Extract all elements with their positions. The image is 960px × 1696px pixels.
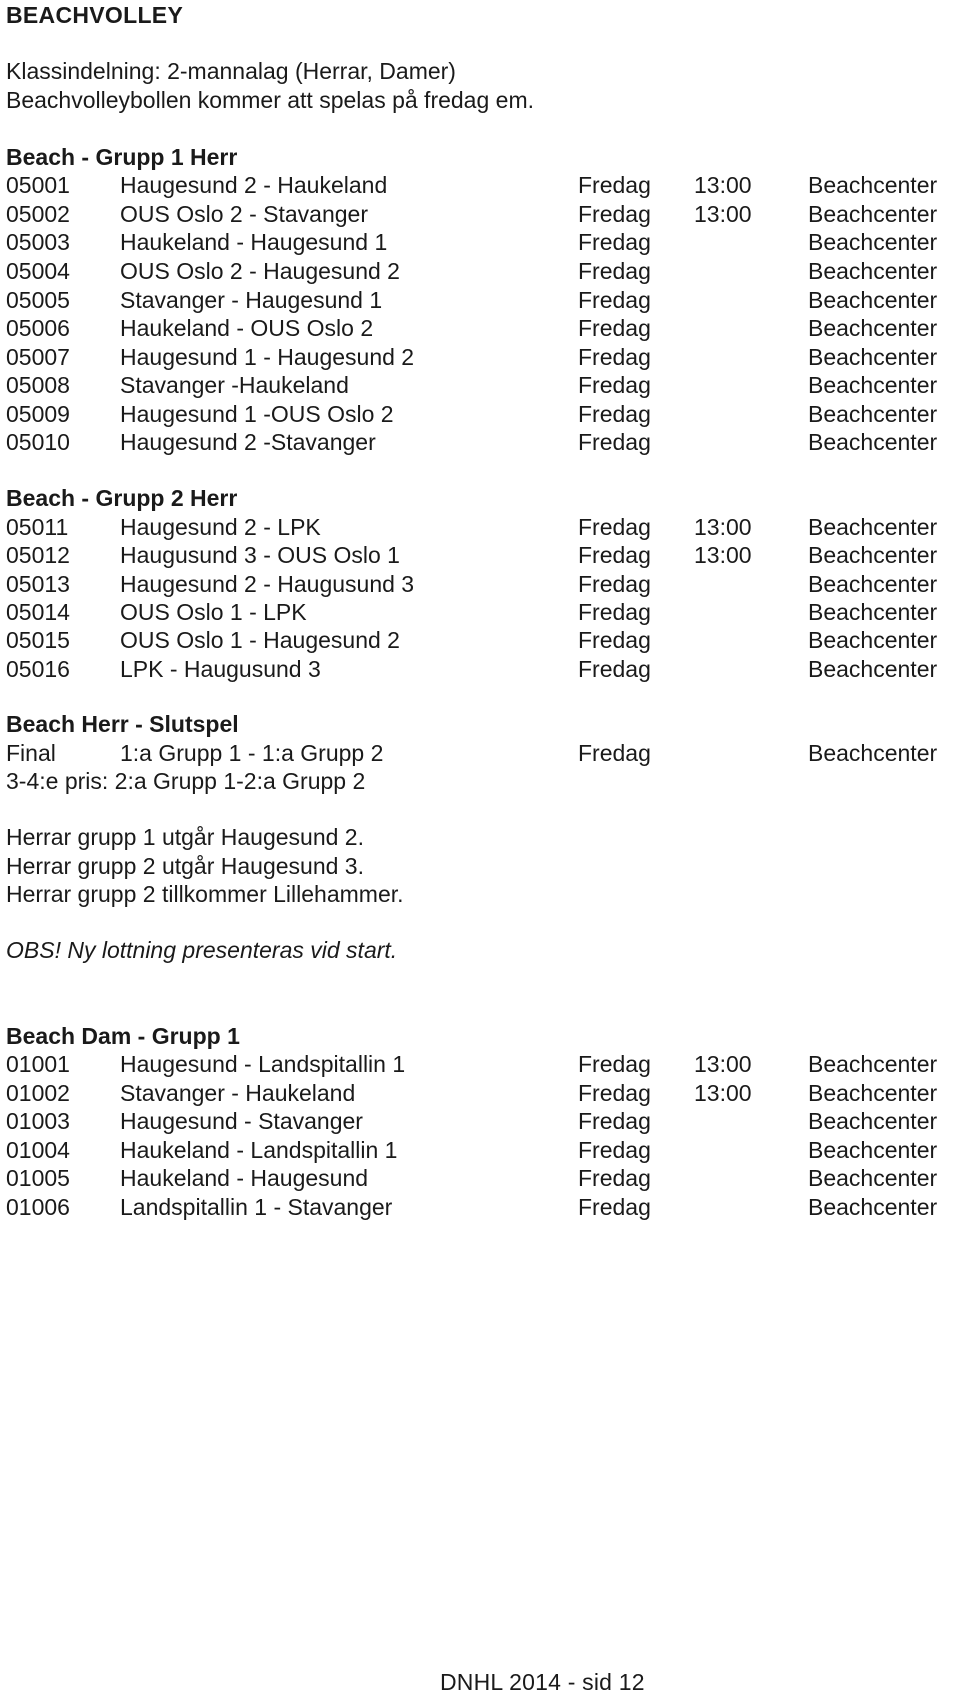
match-venue: Beachcenter — [808, 315, 938, 341]
match-code: 05014 — [6, 599, 70, 625]
page-footer: DNHL 2014 - sid 12 — [440, 1669, 645, 1695]
match-teams: Haugesund 2 -Stavanger — [120, 429, 376, 455]
match-day: Fredag — [578, 1080, 651, 1106]
match-venue: Beachcenter — [808, 1165, 938, 1191]
match-day: Fredag — [578, 372, 651, 398]
table-row — [6, 342, 954, 372]
match-day: Fredag — [578, 599, 651, 625]
match-venue: Beachcenter — [808, 1194, 938, 1220]
match-venue: Beachcenter — [808, 1137, 938, 1163]
match-day: Fredag — [578, 656, 651, 682]
note-line: Herrar grupp 2 tillkommer Lillehammer. — [6, 881, 404, 907]
match-teams: Haugesund 2 - Haugusund 3 — [120, 571, 415, 597]
match-venue: Beachcenter — [808, 229, 938, 255]
match-teams: Haugesund 1 - Haugesund 2 — [120, 344, 415, 370]
table-row — [6, 199, 954, 229]
match-day: Fredag — [578, 1137, 651, 1163]
match-code: 01001 — [6, 1051, 70, 1077]
page-title: BEACHVOLLEY — [6, 2, 184, 28]
match-teams: Stavanger - Haukeland — [120, 1080, 356, 1106]
match-code: 01003 — [6, 1108, 70, 1134]
table-row — [6, 1135, 954, 1165]
note-line: Herrar grupp 2 utgår Haugesund 3. — [6, 853, 364, 879]
match-venue: Beachcenter — [808, 1108, 938, 1134]
match-teams: Haukeland - Haugesund — [120, 1165, 369, 1191]
match-code: 05016 — [6, 656, 70, 682]
table-row — [6, 313, 954, 343]
table-row — [6, 654, 954, 684]
match-teams: Haugesund - Landspitallin 1 — [120, 1051, 406, 1077]
match-teams: Stavanger -Haukeland — [120, 372, 349, 398]
match-venue: Beachcenter — [808, 514, 938, 540]
section-heading: Beach - Grupp 2 Herr — [6, 485, 238, 511]
match-teams: Haugesund 1 -OUS Oslo 2 — [120, 401, 394, 427]
match-day: Fredag — [578, 344, 651, 370]
match-venue: Beachcenter — [808, 344, 938, 370]
match-venue: Beachcenter — [808, 740, 938, 766]
table-row — [6, 227, 954, 257]
match-venue: Beachcenter — [808, 429, 938, 455]
match-time: 13:00 — [694, 514, 752, 540]
match-day: Fredag — [578, 542, 651, 568]
match-teams: OUS Oslo 1 - Haugesund 2 — [120, 627, 400, 653]
match-day: Fredag — [578, 1108, 651, 1134]
table-row — [6, 370, 954, 400]
match-day: Fredag — [578, 229, 651, 255]
table-row — [6, 512, 954, 542]
match-teams: Haugusund 3 - OUS Oslo 1 — [120, 542, 400, 568]
table-row — [6, 738, 954, 768]
table-row — [6, 1163, 954, 1193]
table-row — [6, 285, 954, 315]
table-row — [6, 569, 954, 599]
match-day: Fredag — [578, 571, 651, 597]
match-code: 05013 — [6, 571, 70, 597]
match-venue: Beachcenter — [808, 401, 938, 427]
match-code: 05011 — [6, 514, 69, 540]
match-venue: Beachcenter — [808, 201, 938, 227]
bronze-match-line: 3-4:e pris: 2:a Grupp 1-2:a Grupp 2 — [6, 768, 366, 794]
match-teams: Haugesund - Stavanger — [120, 1108, 363, 1134]
match-venue: Beachcenter — [808, 287, 938, 313]
match-teams: Haukeland - Haugesund 1 — [120, 229, 388, 255]
match-day: Fredag — [578, 1165, 651, 1191]
match-venue: Beachcenter — [808, 372, 938, 398]
match-day: Fredag — [578, 258, 651, 284]
match-code: 05003 — [6, 229, 70, 255]
match-teams: OUS Oslo 1 - LPK — [120, 599, 307, 625]
match-teams: Haugesund 2 - Haukeland — [120, 172, 388, 198]
table-row — [6, 625, 954, 655]
match-day: Fredag — [578, 429, 651, 455]
match-venue: Beachcenter — [808, 172, 938, 198]
match-venue: Beachcenter — [808, 542, 938, 568]
table-row — [6, 1106, 954, 1136]
match-day: Fredag — [578, 740, 651, 766]
match-time: 13:00 — [694, 201, 752, 227]
match-venue: Beachcenter — [808, 258, 938, 284]
section-heading: Beach Dam - Grupp 1 — [6, 1023, 240, 1049]
match-code: 05007 — [6, 344, 70, 370]
match-code: 05009 — [6, 401, 70, 427]
match-day: Fredag — [578, 1051, 651, 1077]
match-code: 05010 — [6, 429, 70, 455]
match-time: 13:00 — [694, 172, 752, 198]
match-code: 01006 — [6, 1194, 70, 1220]
match-venue: Beachcenter — [808, 1080, 938, 1106]
match-day: Fredag — [578, 627, 651, 653]
table-row — [6, 540, 954, 570]
match-day: Fredag — [578, 1194, 651, 1220]
table-row — [6, 399, 954, 429]
match-code: 05001 — [6, 172, 70, 198]
match-code: Final — [6, 740, 56, 766]
match-day: Fredag — [578, 287, 651, 313]
match-venue: Beachcenter — [808, 627, 938, 653]
table-row — [6, 1078, 954, 1108]
match-teams: Stavanger - Haugesund 1 — [120, 287, 383, 313]
match-venue: Beachcenter — [808, 599, 938, 625]
match-time: 13:00 — [694, 542, 752, 568]
match-time: 13:00 — [694, 1051, 752, 1077]
match-code: 01005 — [6, 1165, 70, 1191]
obs-note: OBS! Ny lottning presenteras vid start. — [6, 937, 398, 963]
match-code: 05004 — [6, 258, 70, 284]
match-teams: 1:a Grupp 1 - 1:a Grupp 2 — [120, 740, 384, 766]
match-teams: Landspitallin 1 - Stavanger — [120, 1194, 393, 1220]
match-code: 05008 — [6, 372, 70, 398]
table-row — [6, 1049, 954, 1079]
match-venue: Beachcenter — [808, 1051, 938, 1077]
match-code: 05002 — [6, 201, 70, 227]
section-heading: Beach Herr - Slutspel — [6, 711, 239, 737]
match-code: 01002 — [6, 1080, 70, 1106]
match-teams: Haugesund 2 - LPK — [120, 514, 321, 540]
match-code: 05015 — [6, 627, 70, 653]
match-teams: OUS Oslo 2 - Haugesund 2 — [120, 258, 400, 284]
intro-line: Klassindelning: 2-mannalag (Herrar, Damer) — [6, 58, 456, 84]
match-venue: Beachcenter — [808, 571, 938, 597]
table-row — [6, 256, 954, 286]
match-day: Fredag — [578, 315, 651, 341]
match-teams: LPK - Haugusund 3 — [120, 656, 321, 682]
match-teams: Haukeland - Landspitallin 1 — [120, 1137, 398, 1163]
table-row — [6, 170, 954, 200]
match-code: 05005 — [6, 287, 70, 313]
match-day: Fredag — [578, 401, 651, 427]
match-time: 13:00 — [694, 1080, 752, 1106]
match-code: 05006 — [6, 315, 70, 341]
match-code: 05012 — [6, 542, 70, 568]
match-code: 01004 — [6, 1137, 70, 1163]
note-line: Herrar grupp 1 utgår Haugesund 2. — [6, 824, 364, 850]
table-row — [6, 427, 954, 457]
match-teams: Haukeland - OUS Oslo 2 — [120, 315, 374, 341]
table-row — [6, 597, 954, 627]
match-teams: OUS Oslo 2 - Stavanger — [120, 201, 368, 227]
intro-line: Beachvolleybollen kommer att spelas på fredag em. — [6, 87, 535, 113]
match-venue: Beachcenter — [808, 656, 938, 682]
section-heading: Beach - Grupp 1 Herr — [6, 144, 238, 170]
table-row — [6, 1192, 954, 1222]
match-day: Fredag — [578, 201, 651, 227]
match-day: Fredag — [578, 514, 651, 540]
match-day: Fredag — [578, 172, 651, 198]
